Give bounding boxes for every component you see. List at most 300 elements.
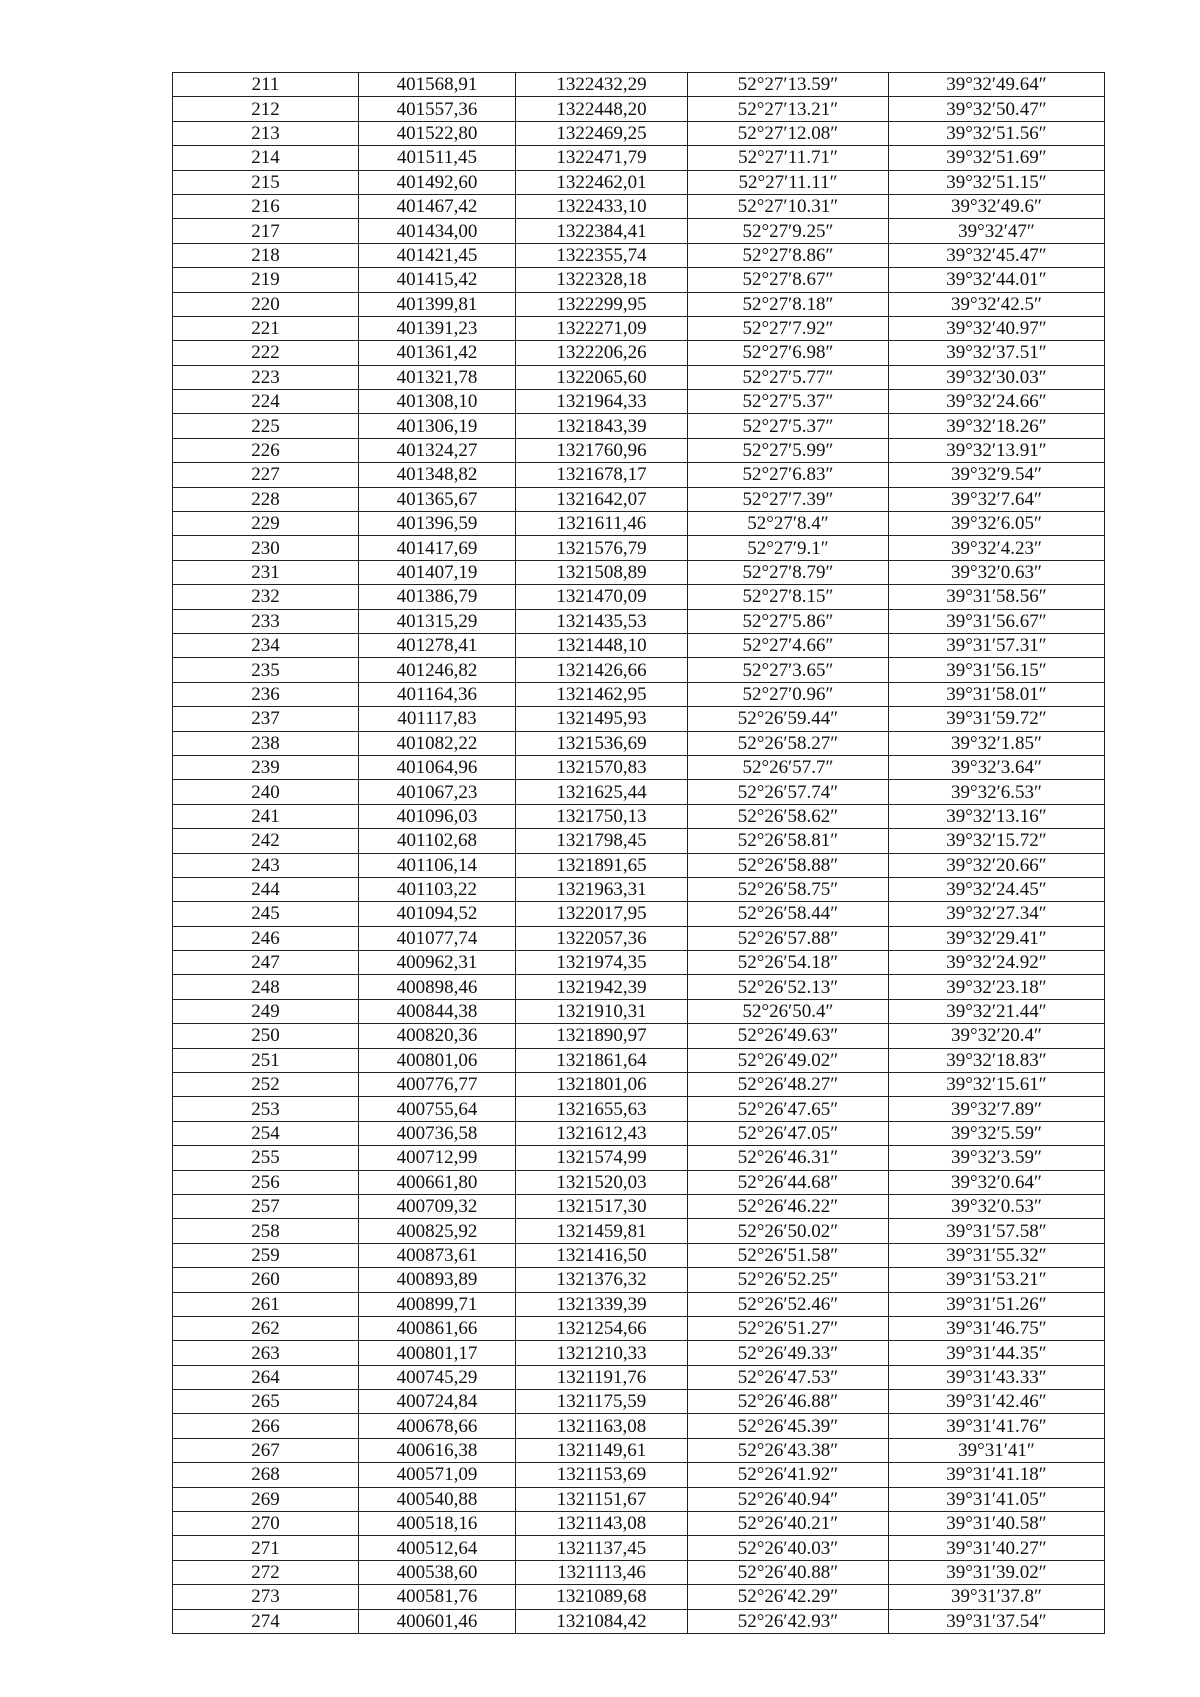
point-number-cell: 214 — [173, 146, 359, 170]
point-number-cell: 256 — [173, 1170, 359, 1194]
table-row — [173, 414, 1105, 438]
latitude-cell: 52°27′5.99″ — [688, 438, 889, 462]
y-coordinate-cell: 1321942,39 — [516, 975, 688, 999]
longitude-cell: 39°31′57.31″ — [889, 633, 1105, 657]
latitude-cell: 52°26′46.22″ — [688, 1194, 889, 1218]
y-coordinate-cell: 1321910,31 — [516, 999, 688, 1023]
x-coordinate-cell: 400801,17 — [359, 1341, 516, 1365]
longitude-cell: 39°32′51.56″ — [889, 121, 1105, 145]
x-coordinate-cell: 400861,66 — [359, 1316, 516, 1340]
latitude-cell: 52°27′0.96″ — [688, 682, 889, 706]
point-number-cell: 227 — [173, 463, 359, 487]
longitude-cell: 39°31′37.8″ — [889, 1585, 1105, 1609]
table-row — [173, 1438, 1105, 1462]
point-number-cell: 245 — [173, 902, 359, 926]
latitude-cell: 52°26′40.94″ — [688, 1487, 889, 1511]
x-coordinate-cell: 400581,76 — [359, 1585, 516, 1609]
table-row — [173, 1585, 1105, 1609]
latitude-cell: 52°26′44.68″ — [688, 1170, 889, 1194]
latitude-cell: 52°26′45.39″ — [688, 1414, 889, 1438]
longitude-cell: 39°31′44.35″ — [889, 1341, 1105, 1365]
latitude-cell: 52°26′57.88″ — [688, 926, 889, 950]
table-row — [173, 853, 1105, 877]
latitude-cell: 52°26′46.31″ — [688, 1146, 889, 1170]
point-number-cell: 249 — [173, 999, 359, 1023]
point-number-cell: 257 — [173, 1194, 359, 1218]
table-row — [173, 780, 1105, 804]
longitude-cell: 39°32′6.05″ — [889, 512, 1105, 536]
x-coordinate-cell: 400844,38 — [359, 999, 516, 1023]
y-coordinate-cell: 1321495,93 — [516, 707, 688, 731]
longitude-cell: 39°31′41.76″ — [889, 1414, 1105, 1438]
table-row — [173, 1365, 1105, 1389]
x-coordinate-cell: 401399,81 — [359, 292, 516, 316]
latitude-cell: 52°26′51.27″ — [688, 1316, 889, 1340]
y-coordinate-cell: 1322057,36 — [516, 926, 688, 950]
y-coordinate-cell: 1321843,39 — [516, 414, 688, 438]
longitude-cell: 39°32′0.53″ — [889, 1194, 1105, 1218]
point-number-cell: 266 — [173, 1414, 359, 1438]
table-row — [173, 194, 1105, 218]
table-row — [173, 1121, 1105, 1145]
coordinates-table-body — [173, 73, 1105, 1634]
longitude-cell: 39°32′27.34″ — [889, 902, 1105, 926]
latitude-cell: 52°27′8.4″ — [688, 512, 889, 536]
longitude-cell: 39°32′15.61″ — [889, 1073, 1105, 1097]
latitude-cell: 52°26′43.38″ — [688, 1438, 889, 1462]
latitude-cell: 52°27′5.37″ — [688, 390, 889, 414]
table-row — [173, 1048, 1105, 1072]
longitude-cell: 39°32′24.66″ — [889, 390, 1105, 414]
x-coordinate-cell: 400962,31 — [359, 951, 516, 975]
latitude-cell: 52°27′6.83″ — [688, 463, 889, 487]
y-coordinate-cell: 1321536,69 — [516, 731, 688, 755]
y-coordinate-cell: 1321612,43 — [516, 1121, 688, 1145]
longitude-cell: 39°31′39.02″ — [889, 1560, 1105, 1584]
x-coordinate-cell: 401568,91 — [359, 73, 516, 97]
y-coordinate-cell: 1321750,13 — [516, 804, 688, 828]
point-number-cell: 272 — [173, 1560, 359, 1584]
x-coordinate-cell: 401365,67 — [359, 487, 516, 511]
x-coordinate-cell: 401391,23 — [359, 316, 516, 340]
y-coordinate-cell: 1322017,95 — [516, 902, 688, 926]
x-coordinate-cell: 400736,58 — [359, 1121, 516, 1145]
x-coordinate-cell: 401064,96 — [359, 755, 516, 779]
y-coordinate-cell: 1321576,79 — [516, 536, 688, 560]
point-number-cell: 225 — [173, 414, 359, 438]
point-number-cell: 265 — [173, 1390, 359, 1414]
latitude-cell: 52°26′50.4″ — [688, 999, 889, 1023]
point-number-cell: 239 — [173, 755, 359, 779]
longitude-cell: 39°31′42.46″ — [889, 1390, 1105, 1414]
point-number-cell: 242 — [173, 829, 359, 853]
y-coordinate-cell: 1321339,39 — [516, 1292, 688, 1316]
x-coordinate-cell: 401315,29 — [359, 609, 516, 633]
longitude-cell: 39°32′0.64″ — [889, 1170, 1105, 1194]
point-number-cell: 258 — [173, 1219, 359, 1243]
longitude-cell: 39°32′13.16″ — [889, 804, 1105, 828]
y-coordinate-cell: 1321084,42 — [516, 1609, 688, 1633]
point-number-cell: 250 — [173, 1024, 359, 1048]
table-row — [173, 1536, 1105, 1560]
latitude-cell: 52°26′58.44″ — [688, 902, 889, 926]
x-coordinate-cell: 401511,45 — [359, 146, 516, 170]
point-number-cell: 270 — [173, 1512, 359, 1536]
point-number-cell: 212 — [173, 97, 359, 121]
y-coordinate-cell: 1321798,45 — [516, 829, 688, 853]
y-coordinate-cell: 1321191,76 — [516, 1365, 688, 1389]
x-coordinate-cell: 400571,09 — [359, 1463, 516, 1487]
latitude-cell: 52°26′49.02″ — [688, 1048, 889, 1072]
point-number-cell: 268 — [173, 1463, 359, 1487]
table-row — [173, 390, 1105, 414]
point-number-cell: 233 — [173, 609, 359, 633]
y-coordinate-cell: 1321163,08 — [516, 1414, 688, 1438]
longitude-cell: 39°31′55.32″ — [889, 1243, 1105, 1267]
longitude-cell: 39°32′23.18″ — [889, 975, 1105, 999]
y-coordinate-cell: 1321459,81 — [516, 1219, 688, 1243]
latitude-cell: 52°26′57.74″ — [688, 780, 889, 804]
point-number-cell: 216 — [173, 194, 359, 218]
table-row — [173, 951, 1105, 975]
longitude-cell: 39°32′4.23″ — [889, 536, 1105, 560]
longitude-cell: 39°32′42.5″ — [889, 292, 1105, 316]
latitude-cell: 52°26′59.44″ — [688, 707, 889, 731]
table-row — [173, 1316, 1105, 1340]
latitude-cell: 52°26′50.02″ — [688, 1219, 889, 1243]
point-number-cell: 236 — [173, 682, 359, 706]
latitude-cell: 52°26′52.46″ — [688, 1292, 889, 1316]
y-coordinate-cell: 1321089,68 — [516, 1585, 688, 1609]
x-coordinate-cell: 401067,23 — [359, 780, 516, 804]
latitude-cell: 52°27′8.18″ — [688, 292, 889, 316]
longitude-cell: 39°32′20.4″ — [889, 1024, 1105, 1048]
table-row — [173, 316, 1105, 340]
x-coordinate-cell: 400745,29 — [359, 1365, 516, 1389]
y-coordinate-cell: 1322271,09 — [516, 316, 688, 340]
point-number-cell: 213 — [173, 121, 359, 145]
latitude-cell: 52°27′5.86″ — [688, 609, 889, 633]
x-coordinate-cell: 401164,36 — [359, 682, 516, 706]
table-row — [173, 97, 1105, 121]
point-number-cell: 255 — [173, 1146, 359, 1170]
x-coordinate-cell: 401106,14 — [359, 853, 516, 877]
x-coordinate-cell: 400712,99 — [359, 1146, 516, 1170]
longitude-cell: 39°31′59.72″ — [889, 707, 1105, 731]
point-number-cell: 259 — [173, 1243, 359, 1267]
x-coordinate-cell: 401396,59 — [359, 512, 516, 536]
latitude-cell: 52°26′49.63″ — [688, 1024, 889, 1048]
latitude-cell: 52°27′8.15″ — [688, 585, 889, 609]
table-row — [173, 73, 1105, 97]
latitude-cell: 52°26′48.27″ — [688, 1073, 889, 1097]
x-coordinate-cell: 400825,92 — [359, 1219, 516, 1243]
table-row — [173, 438, 1105, 462]
table-row — [173, 243, 1105, 267]
longitude-cell: 39°32′3.59″ — [889, 1146, 1105, 1170]
table-row — [173, 633, 1105, 657]
point-number-cell: 211 — [173, 73, 359, 97]
latitude-cell: 52°26′47.65″ — [688, 1097, 889, 1121]
latitude-cell: 52°26′52.25″ — [688, 1268, 889, 1292]
longitude-cell: 39°32′24.45″ — [889, 877, 1105, 901]
latitude-cell: 52°27′13.21″ — [688, 97, 889, 121]
y-coordinate-cell: 1322432,29 — [516, 73, 688, 97]
latitude-cell: 52°26′58.88″ — [688, 853, 889, 877]
x-coordinate-cell: 400538,60 — [359, 1560, 516, 1584]
latitude-cell: 52°26′42.29″ — [688, 1585, 889, 1609]
point-number-cell: 238 — [173, 731, 359, 755]
point-number-cell: 230 — [173, 536, 359, 560]
table-row — [173, 1219, 1105, 1243]
latitude-cell: 52°26′42.93″ — [688, 1609, 889, 1633]
longitude-cell: 39°31′58.56″ — [889, 585, 1105, 609]
point-number-cell: 229 — [173, 512, 359, 536]
x-coordinate-cell: 400518,16 — [359, 1512, 516, 1536]
point-number-cell: 232 — [173, 585, 359, 609]
y-coordinate-cell: 1321574,99 — [516, 1146, 688, 1170]
table-row — [173, 1268, 1105, 1292]
x-coordinate-cell: 401417,69 — [359, 536, 516, 560]
longitude-cell: 39°32′50.47″ — [889, 97, 1105, 121]
table-row — [173, 1292, 1105, 1316]
table-row — [173, 1024, 1105, 1048]
x-coordinate-cell: 401386,79 — [359, 585, 516, 609]
table-row — [173, 1609, 1105, 1633]
table-row — [173, 1560, 1105, 1584]
latitude-cell: 52°26′40.21″ — [688, 1512, 889, 1536]
point-number-cell: 263 — [173, 1341, 359, 1365]
y-coordinate-cell: 1321963,31 — [516, 877, 688, 901]
longitude-cell: 39°31′43.33″ — [889, 1365, 1105, 1389]
table-row — [173, 1512, 1105, 1536]
y-coordinate-cell: 1321890,97 — [516, 1024, 688, 1048]
table-row — [173, 609, 1105, 633]
y-coordinate-cell: 1322471,79 — [516, 146, 688, 170]
table-row — [173, 1146, 1105, 1170]
y-coordinate-cell: 1321448,10 — [516, 633, 688, 657]
point-number-cell: 247 — [173, 951, 359, 975]
x-coordinate-cell: 401306,19 — [359, 414, 516, 438]
y-coordinate-cell: 1321520,03 — [516, 1170, 688, 1194]
longitude-cell: 39°32′13.91″ — [889, 438, 1105, 462]
latitude-cell: 52°26′52.13″ — [688, 975, 889, 999]
longitude-cell: 39°31′46.75″ — [889, 1316, 1105, 1340]
x-coordinate-cell: 401421,45 — [359, 243, 516, 267]
x-coordinate-cell: 401077,74 — [359, 926, 516, 950]
y-coordinate-cell: 1322355,74 — [516, 243, 688, 267]
point-number-cell: 260 — [173, 1268, 359, 1292]
longitude-cell: 39°31′58.01″ — [889, 682, 1105, 706]
longitude-cell: 39°32′7.89″ — [889, 1097, 1105, 1121]
latitude-cell: 52°27′9.25″ — [688, 219, 889, 243]
latitude-cell: 52°27′7.39″ — [688, 487, 889, 511]
latitude-cell: 52°27′6.98″ — [688, 341, 889, 365]
point-number-cell: 269 — [173, 1487, 359, 1511]
latitude-cell: 52°26′54.18″ — [688, 951, 889, 975]
latitude-cell: 52°26′51.58″ — [688, 1243, 889, 1267]
y-coordinate-cell: 1321801,06 — [516, 1073, 688, 1097]
x-coordinate-cell: 400820,36 — [359, 1024, 516, 1048]
latitude-cell: 52°26′58.81″ — [688, 829, 889, 853]
point-number-cell: 261 — [173, 1292, 359, 1316]
latitude-cell: 52°26′41.92″ — [688, 1463, 889, 1487]
table-row — [173, 341, 1105, 365]
longitude-cell: 39°31′56.67″ — [889, 609, 1105, 633]
y-coordinate-cell: 1321416,50 — [516, 1243, 688, 1267]
latitude-cell: 52°27′5.77″ — [688, 365, 889, 389]
longitude-cell: 39°32′3.64″ — [889, 755, 1105, 779]
table-row — [173, 658, 1105, 682]
latitude-cell: 52°27′13.59″ — [688, 73, 889, 97]
point-number-cell: 226 — [173, 438, 359, 462]
point-number-cell: 246 — [173, 926, 359, 950]
latitude-cell: 52°27′9.1″ — [688, 536, 889, 560]
longitude-cell: 39°32′1.85″ — [889, 731, 1105, 755]
y-coordinate-cell: 1322384,41 — [516, 219, 688, 243]
y-coordinate-cell: 1321625,44 — [516, 780, 688, 804]
x-coordinate-cell: 400724,84 — [359, 1390, 516, 1414]
x-coordinate-cell: 400661,80 — [359, 1170, 516, 1194]
y-coordinate-cell: 1321175,59 — [516, 1390, 688, 1414]
point-number-cell: 248 — [173, 975, 359, 999]
table-row — [173, 804, 1105, 828]
x-coordinate-cell: 400776,77 — [359, 1073, 516, 1097]
point-number-cell: 253 — [173, 1097, 359, 1121]
y-coordinate-cell: 1321153,69 — [516, 1463, 688, 1487]
longitude-cell: 39°32′44.01″ — [889, 268, 1105, 292]
point-number-cell: 264 — [173, 1365, 359, 1389]
longitude-cell: 39°32′21.44″ — [889, 999, 1105, 1023]
y-coordinate-cell: 1321517,30 — [516, 1194, 688, 1218]
point-number-cell: 217 — [173, 219, 359, 243]
latitude-cell: 52°26′40.88″ — [688, 1560, 889, 1584]
table-row — [173, 1341, 1105, 1365]
table-row — [173, 1243, 1105, 1267]
point-number-cell: 231 — [173, 560, 359, 584]
latitude-cell: 52°26′58.62″ — [688, 804, 889, 828]
x-coordinate-cell: 401103,22 — [359, 877, 516, 901]
y-coordinate-cell: 1321462,95 — [516, 682, 688, 706]
longitude-cell: 39°32′51.15″ — [889, 170, 1105, 194]
latitude-cell: 52°27′3.65″ — [688, 658, 889, 682]
point-number-cell: 254 — [173, 1121, 359, 1145]
table-row — [173, 975, 1105, 999]
y-coordinate-cell: 1321642,07 — [516, 487, 688, 511]
y-coordinate-cell: 1321435,53 — [516, 609, 688, 633]
x-coordinate-cell: 401348,82 — [359, 463, 516, 487]
table-row — [173, 707, 1105, 731]
y-coordinate-cell: 1321151,67 — [516, 1487, 688, 1511]
point-number-cell: 262 — [173, 1316, 359, 1340]
table-row — [173, 1170, 1105, 1194]
table-row — [173, 902, 1105, 926]
longitude-cell: 39°32′29.41″ — [889, 926, 1105, 950]
y-coordinate-cell: 1321113,46 — [516, 1560, 688, 1584]
latitude-cell: 52°27′11.11″ — [688, 170, 889, 194]
table-row — [173, 560, 1105, 584]
table-row — [173, 292, 1105, 316]
latitude-cell: 52°26′58.27″ — [688, 731, 889, 755]
x-coordinate-cell: 401096,03 — [359, 804, 516, 828]
x-coordinate-cell: 400893,89 — [359, 1268, 516, 1292]
x-coordinate-cell: 400873,61 — [359, 1243, 516, 1267]
longitude-cell: 39°32′18.83″ — [889, 1048, 1105, 1072]
x-coordinate-cell: 401522,80 — [359, 121, 516, 145]
table-row — [173, 170, 1105, 194]
y-coordinate-cell: 1322299,95 — [516, 292, 688, 316]
latitude-cell: 52°26′49.33″ — [688, 1341, 889, 1365]
point-number-cell: 222 — [173, 341, 359, 365]
table-row — [173, 463, 1105, 487]
y-coordinate-cell: 1321655,63 — [516, 1097, 688, 1121]
y-coordinate-cell: 1321137,45 — [516, 1536, 688, 1560]
x-coordinate-cell: 400678,66 — [359, 1414, 516, 1438]
table-row — [173, 1097, 1105, 1121]
table-row — [173, 365, 1105, 389]
y-coordinate-cell: 1321570,83 — [516, 755, 688, 779]
latitude-cell: 52°26′46.88″ — [688, 1390, 889, 1414]
y-coordinate-cell: 1321861,64 — [516, 1048, 688, 1072]
x-coordinate-cell: 400601,46 — [359, 1609, 516, 1633]
table-row — [173, 585, 1105, 609]
longitude-cell: 39°32′9.54″ — [889, 463, 1105, 487]
x-coordinate-cell: 401492,60 — [359, 170, 516, 194]
longitude-cell: 39°32′20.66″ — [889, 853, 1105, 877]
x-coordinate-cell: 401117,83 — [359, 707, 516, 731]
point-number-cell: 240 — [173, 780, 359, 804]
y-coordinate-cell: 1322206,26 — [516, 341, 688, 365]
longitude-cell: 39°32′6.53″ — [889, 780, 1105, 804]
latitude-cell: 52°27′8.67″ — [688, 268, 889, 292]
table-row — [173, 731, 1105, 755]
x-coordinate-cell: 401308,10 — [359, 390, 516, 414]
point-number-cell: 218 — [173, 243, 359, 267]
longitude-cell: 39°32′51.69″ — [889, 146, 1105, 170]
x-coordinate-cell: 400540,88 — [359, 1487, 516, 1511]
y-coordinate-cell: 1321974,35 — [516, 951, 688, 975]
point-number-cell: 273 — [173, 1585, 359, 1609]
longitude-cell: 39°31′41″ — [889, 1438, 1105, 1462]
table-row — [173, 512, 1105, 536]
latitude-cell: 52°27′8.79″ — [688, 560, 889, 584]
longitude-cell: 39°32′0.63″ — [889, 560, 1105, 584]
longitude-cell: 39°31′40.27″ — [889, 1536, 1105, 1560]
x-coordinate-cell: 400512,64 — [359, 1536, 516, 1560]
point-number-cell: 224 — [173, 390, 359, 414]
y-coordinate-cell: 1322065,60 — [516, 365, 688, 389]
longitude-cell: 39°31′41.18″ — [889, 1463, 1105, 1487]
x-coordinate-cell: 401467,42 — [359, 194, 516, 218]
longitude-cell: 39°32′47″ — [889, 219, 1105, 243]
longitude-cell: 39°31′51.26″ — [889, 1292, 1105, 1316]
point-number-cell: 243 — [173, 853, 359, 877]
table-row — [173, 1073, 1105, 1097]
latitude-cell: 52°27′4.66″ — [688, 633, 889, 657]
x-coordinate-cell: 400898,46 — [359, 975, 516, 999]
y-coordinate-cell: 1321210,33 — [516, 1341, 688, 1365]
x-coordinate-cell: 400801,06 — [359, 1048, 516, 1072]
point-number-cell: 234 — [173, 633, 359, 657]
longitude-cell: 39°31′56.15″ — [889, 658, 1105, 682]
table-row — [173, 1390, 1105, 1414]
latitude-cell: 52°27′12.08″ — [688, 121, 889, 145]
latitude-cell: 52°26′47.05″ — [688, 1121, 889, 1145]
latitude-cell: 52°26′47.53″ — [688, 1365, 889, 1389]
point-number-cell: 274 — [173, 1609, 359, 1633]
x-coordinate-cell: 401246,82 — [359, 658, 516, 682]
latitude-cell: 52°27′11.71″ — [688, 146, 889, 170]
